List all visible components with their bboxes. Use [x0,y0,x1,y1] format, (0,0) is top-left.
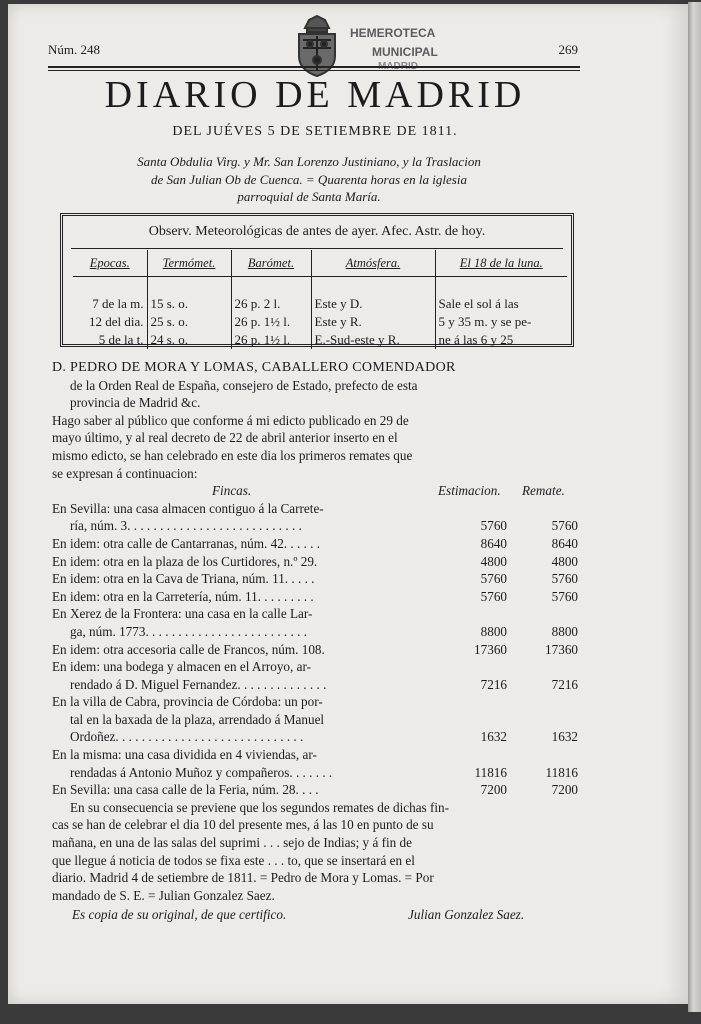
astro-cell: Sale el sol á las [438,296,519,311]
thermometer-cell: 25 s. o. [147,313,231,331]
property-description [52,500,438,535]
remate-value: 17360 [545,641,578,657]
property-list [52,500,582,799]
atmosphere-cell: Este y D. [311,295,435,313]
coat-of-arms-stamp-icon [291,14,343,78]
edict-title: D. PEDRO DE MORA Y LOMAS, CABALLERO COMENDADOR [52,360,456,375]
intro-line: Hago saber al público que conforme á mi edicto publicado en 29 de [52,412,409,428]
property-description [52,605,438,640]
epoch-cell: 12 del dia. [73,313,147,331]
column-header: Epocas. [73,250,147,277]
saints-line: parroquial de Santa María. [237,189,381,204]
estimacion-value: 11816 [474,764,507,780]
property-desc-line: En idem: otra en la plaza de los Curtidores, n.º 29. [52,553,318,569]
property-entry [52,693,582,746]
stamp-line-1: HEMEROTECA [350,26,436,40]
property-description [52,588,438,606]
remate-value: 8640 [551,535,578,551]
column-header: Termómet. [147,250,231,277]
property-entry [52,500,582,535]
property-desc-line: En idem: otra en la Carretería, núm. 11. . . . . . . . . [52,588,314,604]
remate-value: 4800 [551,553,578,569]
issue-number: Núm. 248 [48,42,100,57]
property-description [52,570,438,588]
property-desc-line: En Sevilla: una casa calle de la Feria, núm. 28. . . . [52,782,319,798]
masthead-title: DIARIO DE MADRID [104,74,526,116]
saints-line: de San Julian Ob de Cuenca. = Quarenta horas en la iglesia [151,171,467,187]
atmosphere-cell: Este y R. [311,313,435,331]
certification-row [52,906,582,926]
date-line: DEL JUÉVES 5 DE SETIEMBRE DE 1811. [172,124,458,139]
property-entry [52,641,582,659]
property-desc-line: ría, núm. 3. . . . . . . . . . . . . . . . . . . . . . . . . . . [70,518,302,534]
closing-line: diario. Madrid 4 de setiembre de 1811. = Pedro de Mora y Lomas. = Por [52,870,434,886]
closing-line: En su consecuencia se previene que los segundos remates de dichas fin- [70,799,450,815]
property-desc-line: En idem: una bodega y almacen en el Arroyo, ar- [52,659,311,675]
auction-columns-header [52,482,582,500]
thermometer-cell: 24 s. o. [147,331,231,349]
page-edge [688,2,701,1012]
stamp-line-3: MADRID [378,61,418,72]
edict-title-cont: provincia de Madrid &c. [70,395,201,411]
closing-paragraph [52,799,582,905]
property-desc-line: tal en la baxada de la plaza, arrendado á Manuel [70,711,325,727]
saints-of-the-day [74,153,544,206]
property-desc-line: En la misma: una casa dividida en 4 viviendas, ar- [52,747,317,763]
estimacion-value: 7216 [480,676,507,692]
epoch-cell: 7 de la m. [73,295,147,313]
weather-row [73,313,567,331]
property-description [52,658,438,693]
estimacion-value: 8800 [480,623,507,639]
header-rule [48,66,580,68]
closing-line: que llegue á noticia de todos se fixa este . . . to, que se insertará en el [52,852,415,868]
saints-line: Santa Obdulia Virg. y Mr. San Lorenzo Justiniano, y la Traslacion [137,154,481,169]
thermometer-cell: 15 s. o. [147,295,231,313]
column-header: El 18 de la luna. [435,250,567,277]
stamp-line-2: MUNICIPAL [372,45,438,59]
property-entry [52,605,582,640]
barometer-cell: 26 p. 1½ l. [231,313,311,331]
property-desc-line: En Xerez de la Frontera: una casa en la calle Lar- [52,606,313,622]
remate-value: 8800 [551,623,578,639]
property-entry [52,570,582,588]
intro-line: se expresan á continuacion: [52,465,198,481]
edict-title-cont: de la Orden Real de España, consejero de Estado, prefecto de esta [70,377,418,393]
atmosphere-cell: E.-Sud-este y R. [311,331,435,349]
estimacion-value: 5760 [480,518,507,534]
weather-header-row [73,250,567,277]
property-entry [52,553,582,571]
estimacion-value: 5760 [480,571,507,587]
property-desc-line: rendadas á Antonio Muñoz y compañeros. . . . . . . [70,764,333,780]
weather-rule [71,248,563,249]
astro-cell: ne á las 6 y 25 [438,332,514,347]
estimacion-value: 7200 [480,782,507,798]
weather-row [73,331,567,349]
property-desc-line: En idem: otra calle de Cantarranas, núm. 42. . . . . . [52,535,321,551]
property-entry [52,746,582,781]
property-description [52,535,438,553]
remate-value: 5760 [551,571,578,587]
property-desc-line: En la villa de Cabra, provincia de Córdoba: un por- [52,694,323,710]
property-description [52,781,438,799]
intro-line: mismo edicto, se han celebrado en este dia los primeros remates que [52,447,413,463]
closing-line: mandado de S. E. = Julian Gonzalez Saez. [52,887,275,903]
property-description [52,641,438,659]
property-desc-line: En idem: otra en la Cava de Triana, núm. 11. . . . . [52,571,315,587]
col-fincas: Fincas. [212,483,252,499]
property-desc-line: ga, núm. 1773. . . . . . . . . . . . . . . . . . . . . . . . . [70,623,308,639]
col-remate: Remate. [522,483,565,499]
property-desc-line: En Sevilla: una casa almacen contiguo á la Carrete- [52,500,324,516]
estimacion-value: 1632 [480,729,507,745]
intro-line: mayo último, y al real decreto de 22 de abril anterior inserto en el [52,430,398,446]
newspaper-page [8,4,688,1004]
remate-value: 5760 [551,588,578,604]
property-entry [52,535,582,553]
closing-line: mañana, en una de las salas del suprimi . . . sejo de Indias; y á fin de [52,835,412,851]
property-description [52,746,438,781]
property-entry [52,781,582,799]
property-desc-line: Ordoñez. . . . . . . . . . . . . . . . . . . . . . . . . . . . . [70,729,304,745]
library-stamp [350,24,490,72]
barometer-cell: 26 p. 1½ l. [231,331,311,349]
remate-value: 7216 [551,676,578,692]
closing-line: cas se han de celebrar el dia 10 del presente mes, á las 10 en punto de su [52,817,434,833]
weather-row [73,295,567,313]
estimacion-value: 4800 [480,553,507,569]
property-desc-line: rendado á D. Miguel Fernandez. . . . . . . . . . . . . . [70,676,327,692]
remate-value: 11816 [545,764,578,780]
weather-observations-box [60,213,574,347]
weather-heading: Observ. Meteorológicas de antes de ayer. Afec. Astr. de hoy. [148,224,486,239]
property-entry [52,588,582,606]
barometer-cell: 26 p. 2 l. [231,295,311,313]
copy-note: Es copia de su original, de que certifico. [72,907,287,923]
property-description [52,693,438,746]
property-desc-line: En idem: otra accesoria calle de Francos, núm. 108. [52,641,325,657]
column-header: Atmósfera. [311,250,435,277]
estimacion-value: 8640 [480,535,507,551]
edict-body [52,359,582,926]
signer-name: Julian Gonzalez Saez. [408,907,525,923]
estimacion-value: 5760 [480,588,507,604]
property-description [52,553,438,571]
remate-value: 7200 [551,782,578,798]
col-estimacion: Estimacion. [438,483,501,499]
page-number: 269 [558,42,578,57]
estimacion-value: 17360 [474,641,507,657]
weather-table [73,250,567,349]
remate-value: 5760 [551,518,578,534]
column-header: Barómet. [231,250,311,277]
epoch-cell: 5 de la t. [73,331,147,349]
remate-value: 1632 [551,729,578,745]
property-entry [52,658,582,693]
astro-cell: 5 y 35 m. y se pe- [438,314,532,329]
header-rule-thin [48,70,580,71]
